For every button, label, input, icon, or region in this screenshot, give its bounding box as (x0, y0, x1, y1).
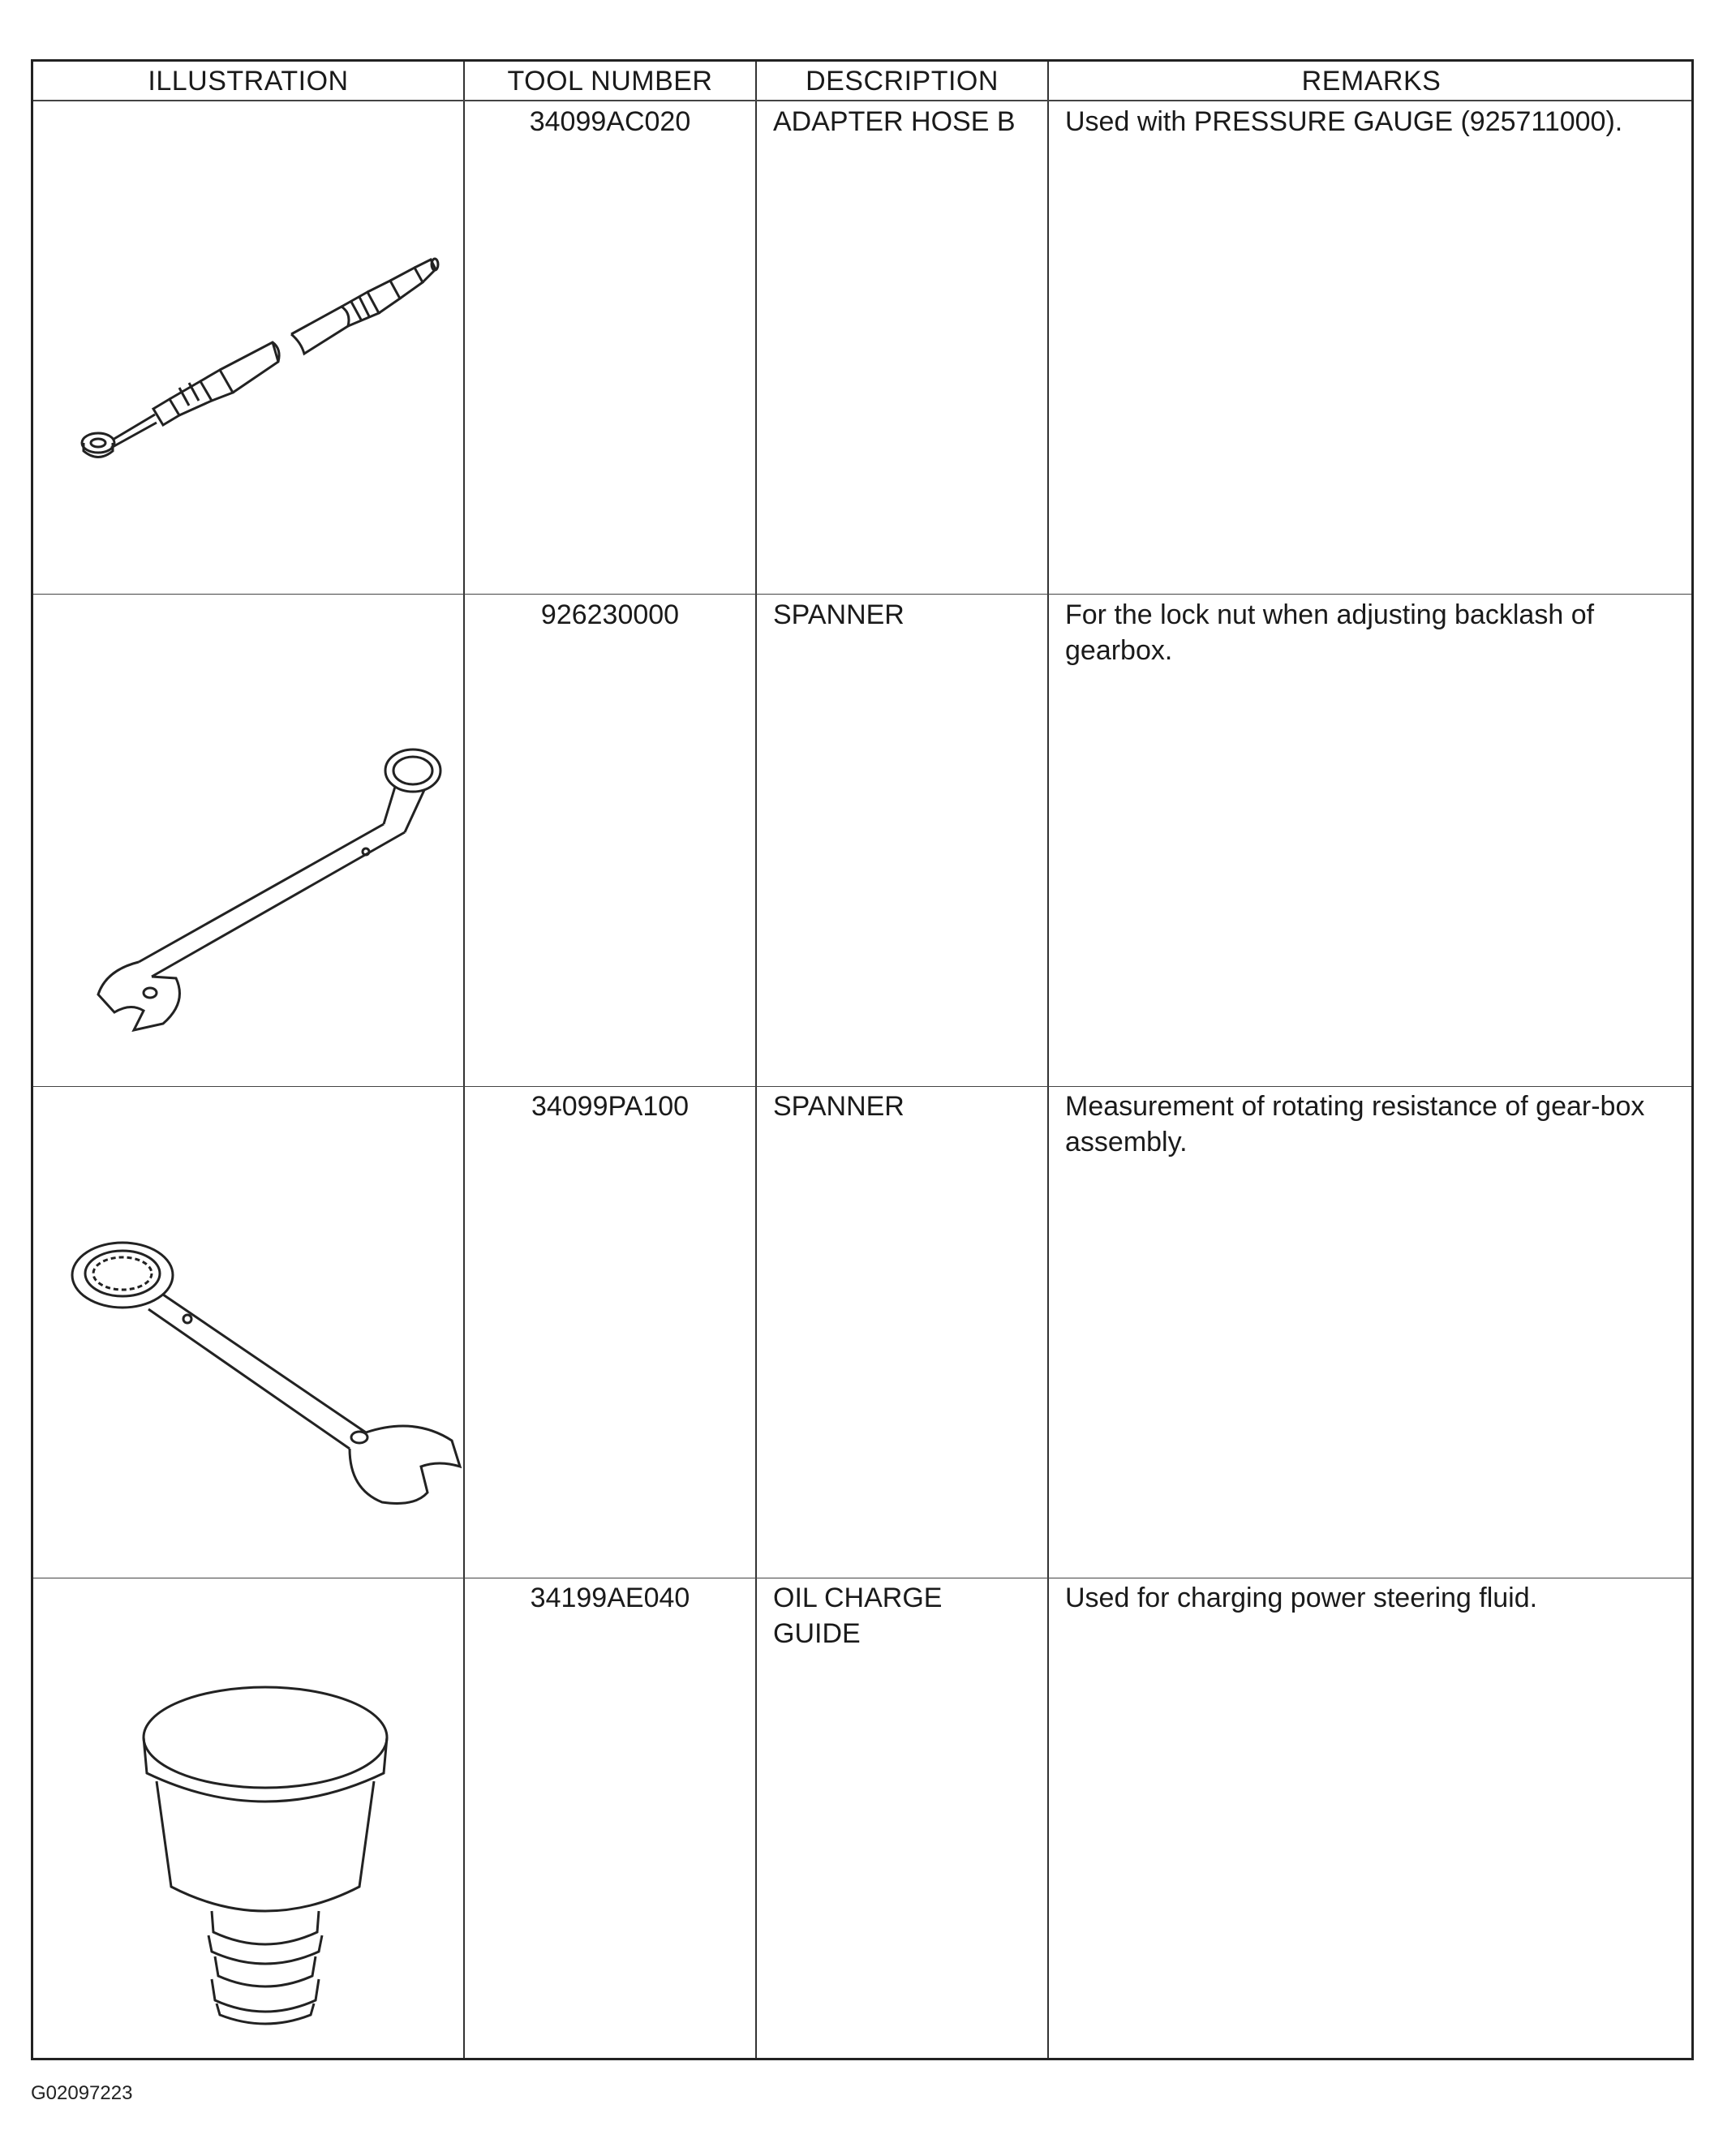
description-cell: ADAPTER HOSE B (773, 106, 1016, 137)
remarks-cell: Used with PRESSURE GAUGE (925711000). (1065, 106, 1623, 137)
row-divider (33, 1086, 1691, 1087)
figure-code: G02097223 (31, 2082, 133, 2104)
column-divider (1047, 62, 1049, 2058)
adapter-hose-icon (66, 248, 471, 475)
row-divider (33, 594, 1691, 595)
oil-charge-guide-icon (122, 1676, 431, 2033)
description-cell: OIL CHARGE GUIDE (773, 1583, 943, 1649)
description-cell: SPANNER (773, 1091, 904, 1122)
offset-spanner-icon (74, 735, 463, 1051)
combination-spanner-icon (58, 1213, 479, 1538)
description-cell: SPANNER (773, 599, 904, 630)
tool-number-cell: 34099PA100 (531, 1091, 690, 1122)
header-remarks: REMARKS (1301, 65, 1442, 97)
special-tools-table (31, 59, 1694, 2060)
remarks-cell: Used for charging power steering fluid. (1065, 1583, 1538, 1613)
header-description: DESCRIPTION (806, 65, 999, 97)
remarks-cell: Measurement of rotating resistance of gear-box assembly. (1065, 1091, 1645, 1157)
tool-number-cell: 926230000 (540, 599, 680, 630)
tool-number-cell: 34199AE040 (530, 1583, 690, 1613)
column-divider (755, 62, 757, 2058)
remarks-cell: For the lock nut when adjusting backlash of gearbox. (1065, 599, 1595, 666)
header-tool-number: TOOL NUMBER (507, 65, 713, 97)
tool-number-cell: 34099AC020 (529, 106, 691, 137)
header-illustration: ILLUSTRATION (148, 65, 349, 97)
